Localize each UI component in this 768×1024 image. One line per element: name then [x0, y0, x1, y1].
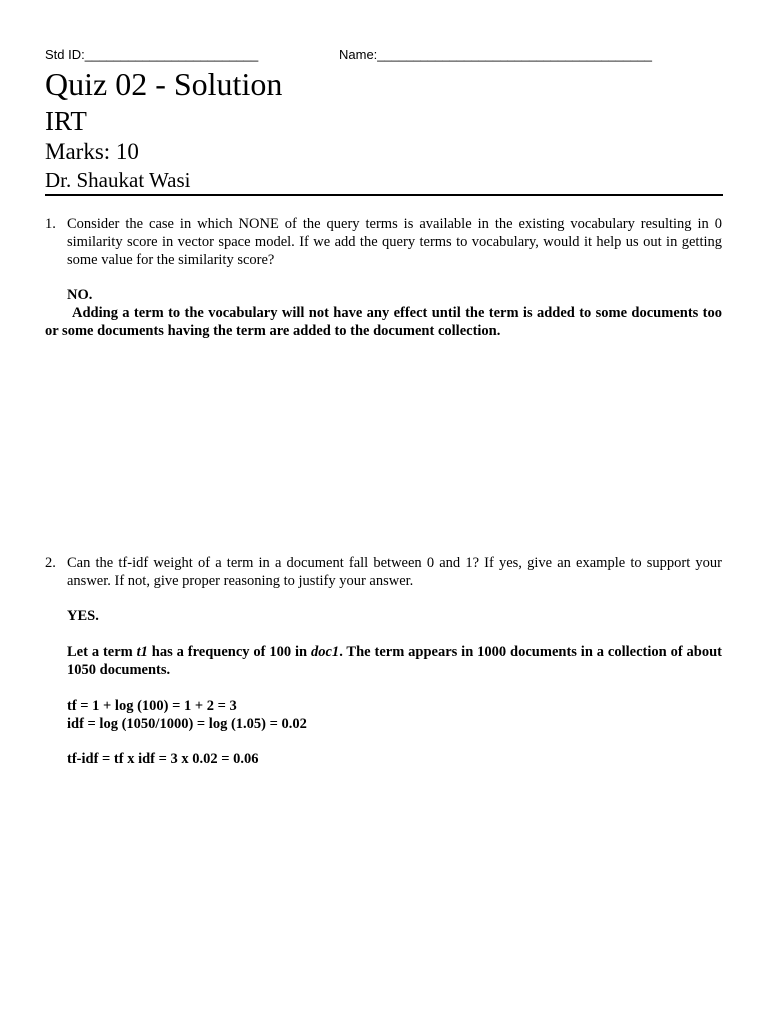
- question-2-example: [67, 643, 722, 679]
- instructor-name: Dr. Shaukat Wasi: [45, 168, 191, 192]
- name-field: Name:______________________________________: [339, 47, 653, 62]
- page-title: Quiz 02 - Solution: [45, 66, 283, 102]
- question-1-explanation: Adding a term to the vocabulary will not have any effect until the term is added to some documents too or some documents having the term are added to the document collection.: [45, 305, 722, 339]
- example-part-3: . The term appears in 1000 documents in a collection of about 1050 documents.: [67, 644, 723, 678]
- question-2-number: 2.: [45, 555, 56, 571]
- question-2-text: Can the tf-idf weight of a term in a document fall between 0 and 1? If yes, give an example to support your answer. If not, give proper reasoning to justify your answer.: [67, 555, 722, 589]
- header-divider: [45, 194, 723, 196]
- example-part-2: has a frequency of 100 in: [147, 644, 311, 660]
- tf-formula: tf = 1 + log (100) = 1 + 2 = 3: [67, 698, 237, 714]
- question-1-text: Consider the case in which NONE of the query terms is available in the existing vocabulary resulting in 0 similarity score in vector space model. If we add the query terms to vocabulary, would it help us out in getting some value for the similarity score?: [67, 216, 722, 268]
- std-id-field: Std ID:________________________: [45, 47, 259, 62]
- example-part-1: Let a term: [67, 644, 137, 660]
- question-2-answer: YES.: [67, 608, 99, 624]
- tfidf-formula: tf-idf = tf x idf = 3 x 0.02 = 0.06: [67, 751, 259, 767]
- idf-formula: idf = log (1050/1000) = log (1.05) = 0.02: [67, 716, 307, 732]
- question-1-answer: NO.: [67, 287, 93, 303]
- example-doc: doc1: [311, 644, 340, 660]
- question-1-number: 1.: [45, 216, 56, 232]
- course-name: IRT: [45, 106, 87, 136]
- example-term: t1: [136, 644, 148, 660]
- marks-label: Marks: 10: [45, 139, 139, 164]
